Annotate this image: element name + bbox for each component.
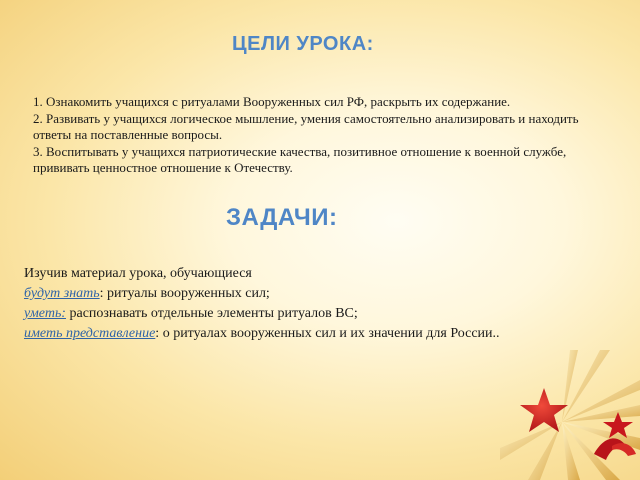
task-item-2 — [24, 304, 624, 324]
goals-title: ЦЕЛИ УРОКА: — [232, 33, 374, 55]
task-item-1 — [24, 284, 624, 304]
task-text-2: распознавать отдельные элементы ритуалов ВС; — [65, 306, 358, 321]
goals-list — [33, 94, 593, 177]
task-keyword-3: иметь представление — [24, 326, 156, 341]
task-sep-3: : — [155, 326, 160, 341]
task-keyword-2: уметь: — [24, 306, 66, 321]
task-item-3 — [24, 324, 624, 344]
task-text-1: ритуалы вооруженных сил; — [103, 286, 270, 301]
goal-item-3: 3. Воспитывать у учащихся патриотические качества, позитивное отношение к военной службе, прививать ценностное отношение к Отечеству. — [33, 143, 567, 175]
goal-item-2: 2. Развивать у учащихся логическое мышление, умения самостоятельно анализировать и находить ответы на поставленные вопросы. — [33, 110, 579, 142]
tasks-title: ЗАДАЧИ: — [226, 204, 338, 231]
tasks-intro: Изучив материал урока, обучающиеся — [24, 266, 252, 281]
red-star — [520, 388, 568, 432]
task-text-3: о ритуалах вооруженных сил и их значении для России.. — [159, 326, 500, 341]
tasks-list — [24, 264, 624, 344]
task-keyword-1: будут знать — [24, 286, 100, 301]
red-star-with-golden-rays-icon — [500, 350, 640, 480]
goal-item-1: 1. Ознакомить учащихся с ритуалами Вооруженных сил РФ, раскрыть их содержание. — [33, 94, 511, 109]
task-sep-1: : — [99, 286, 104, 301]
